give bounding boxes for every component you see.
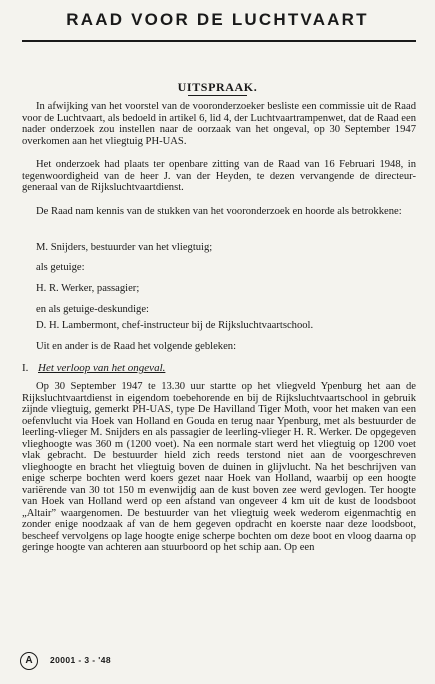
footer xyxy=(20,652,220,672)
expert-label: en als getuige-deskundige: xyxy=(36,304,149,315)
witness-label: als getuige: xyxy=(36,262,85,273)
body-paragraph: Op 30 September 1947 te 13.30 uur startte op het vliegveld Ypenburg het aan de Rijksluchtvaartdienst in eigendom toebehorende en bij de Rijksluchtvaartschool in gebruik zijnde vliegtuig, gemerkt PH-UAS, type De Havilland Tiger Moth, voor het maken van een oefenvlucht via Hoek van Holland en Gouda en terug naar Ypenburg, met als bestuurder de leerling-vlieger M. Snijders en als passagier de leerling-vlieger H. R. Werker. De opgegeven vlieghoogte was 360 m (1200 voet). Na een normale start werd het vliegtuig op 1200 voet vlak gebracht. De bestuurder hield zich reeds terstond niet aan de voorgeschreven vlieghoogte en bracht het vliegtuig boven de duinen in glijvlucht. Na het beschrijven van enige scherpe bochten werd koers gezet naar Hoek van Holland, waarbij op een hoogte variërende van 30 tot 150 m evenwijdig aan de kust boven zee werd gevlogen. Ter hoogte van Hoek van Holland werd op een afstand van ongeveer 4 km uit de kust de loodsboot „Altair” waargenomen. De bestuurder van het vliegtuig week wederom eigenmachtig en zonder enige noodzaak af van de hem gegeven opdracht en koerste naar deze loodsboot, bescheef vervolgens op lage hoogte enige scherpe bochten om deze boot en vloog daarna op geringe hoogte van achteren aan stuurboord op het schip aan. Op een xyxy=(22,381,416,553)
section-title xyxy=(22,362,416,374)
print-code: 20001 - 3 - '48 xyxy=(50,655,111,665)
party-expert: D. H. Lambermont, chef-instructeur bij de Rijksluchtvaartschool. xyxy=(36,320,314,331)
publisher-logo-icon: A xyxy=(20,652,38,670)
hearing-paragraph: Het onderzoek had plaats ter openbare zitting van de Raad van 16 Februari 1948, in tegenwoordigheid van de heer J. van der Heyden, te dezen vervangende de directeur-generaal van de Rijksluchtvaartdienst. xyxy=(22,159,416,193)
section-heading: UITSPRAAK. xyxy=(177,80,258,94)
intro-paragraph: In afwijking van het voorstel van de vooronderzoeker besliste een commissie uit de Raad voor de Luchtvaart, als bedoeld in artikel 6, lid 4, der Luchtvaartrampenwet, dat de Raad een nader onderzoek zou instellen naar de oorzaak van het ongeval, op 30 September 1947 overkomen aan het vliegtuig PH-UAS. xyxy=(22,101,416,147)
section-title-text: Het verloop van het ongeval. xyxy=(38,362,166,374)
document-header: RAAD VOOR DE LUCHTVAART xyxy=(66,10,369,29)
header-rule xyxy=(22,40,416,42)
heading-underline xyxy=(188,95,247,96)
section-number: I. xyxy=(22,362,29,374)
party-witness: H. R. Werker, passagier; xyxy=(36,283,140,294)
findings-intro: Uit en ander is de Raad het volgende gebleken: xyxy=(36,341,237,352)
party-pilot: M. Snijders, bestuurder van het vliegtuig; xyxy=(36,242,213,253)
parties-paragraph: De Raad nam kennis van de stukken van het vooronderzoek en hoorde als betrokkene: xyxy=(36,206,402,217)
